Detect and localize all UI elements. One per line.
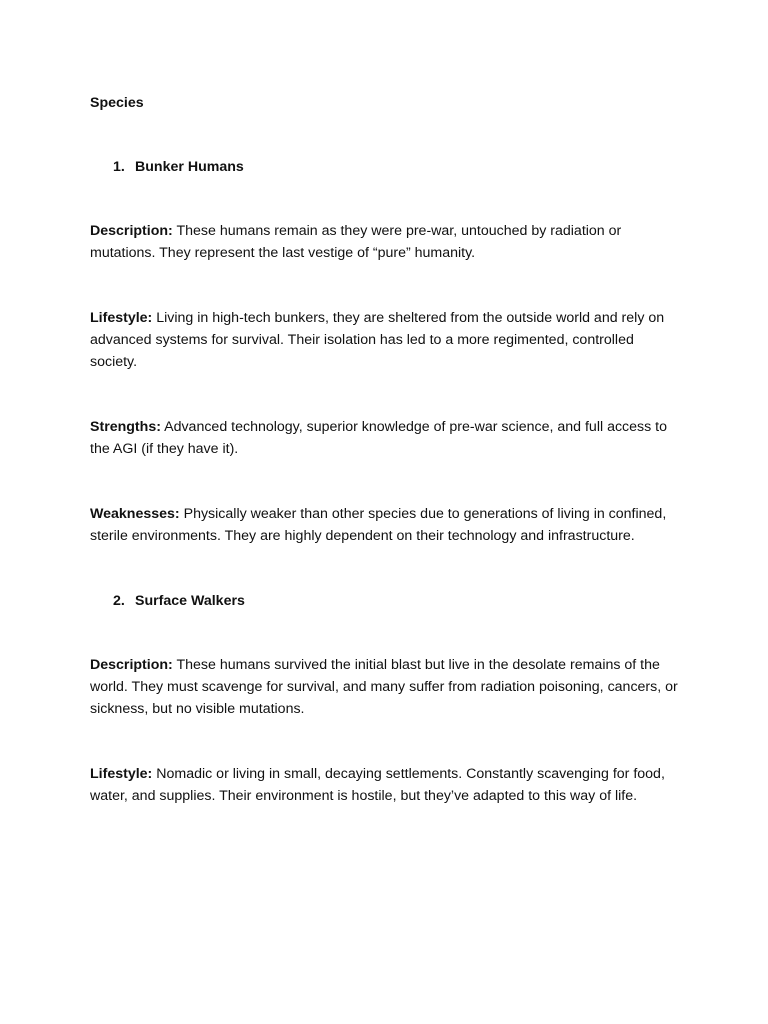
section-heading-bunker-humans: [90, 156, 678, 178]
paragraph-text: Living in high-tech bunkers, they are sheltered from the outside world and rely on advanced systems for survival. Their isolation has led to a more regimented, controlled society.: [90, 310, 665, 370]
paragraph-label: Lifestyle:: [90, 310, 153, 326]
paragraph-text: Advanced technology, superior knowledge of pre-war science, and full access to the AGI (if they have it).: [90, 419, 667, 457]
paragraph-description: [90, 220, 678, 264]
list-number: 1.: [113, 159, 125, 175]
section-heading-surface-walkers: [90, 590, 678, 612]
paragraph-lifestyle: [90, 763, 678, 807]
paragraph-text: Physically weaker than other species due to generations of living in confined, sterile environments. They are highly dependent on their technology and infrastructure.: [90, 506, 667, 544]
paragraph-lifestyle: [90, 307, 678, 373]
document-body: [90, 92, 678, 850]
paragraph-strengths: [90, 416, 678, 460]
paragraph-label: Description:: [90, 223, 173, 239]
paragraph-label: Weaknesses:: [90, 506, 180, 522]
paragraph-label: Description:: [90, 657, 173, 673]
document-title: Species: [90, 95, 144, 111]
paragraph-description: [90, 654, 678, 720]
section-name: Surface Walkers: [135, 593, 245, 609]
paragraph-text: These humans remain as they were pre-war, untouched by radiation or mutations. They represent the last vestige of “pure” humanity.: [90, 223, 622, 261]
paragraph-text: These humans survived the initial blast but live in the desolate remains of the world. They must scavenge for survival, and many suffer from radiation poisoning, cancers, or sickness, but no visible mutations.: [90, 657, 678, 717]
paragraph-weaknesses: [90, 503, 678, 547]
paragraph-label: Lifestyle:: [90, 766, 153, 782]
list-number: 2.: [113, 593, 125, 609]
paragraph-text: Nomadic or living in small, decaying settlements. Constantly scavenging for food, water, and supplies. Their environment is hostile, but they’ve adapted to this way of life.: [90, 766, 665, 804]
paragraph-label: Strengths:: [90, 419, 161, 435]
section-name: Bunker Humans: [135, 159, 244, 175]
